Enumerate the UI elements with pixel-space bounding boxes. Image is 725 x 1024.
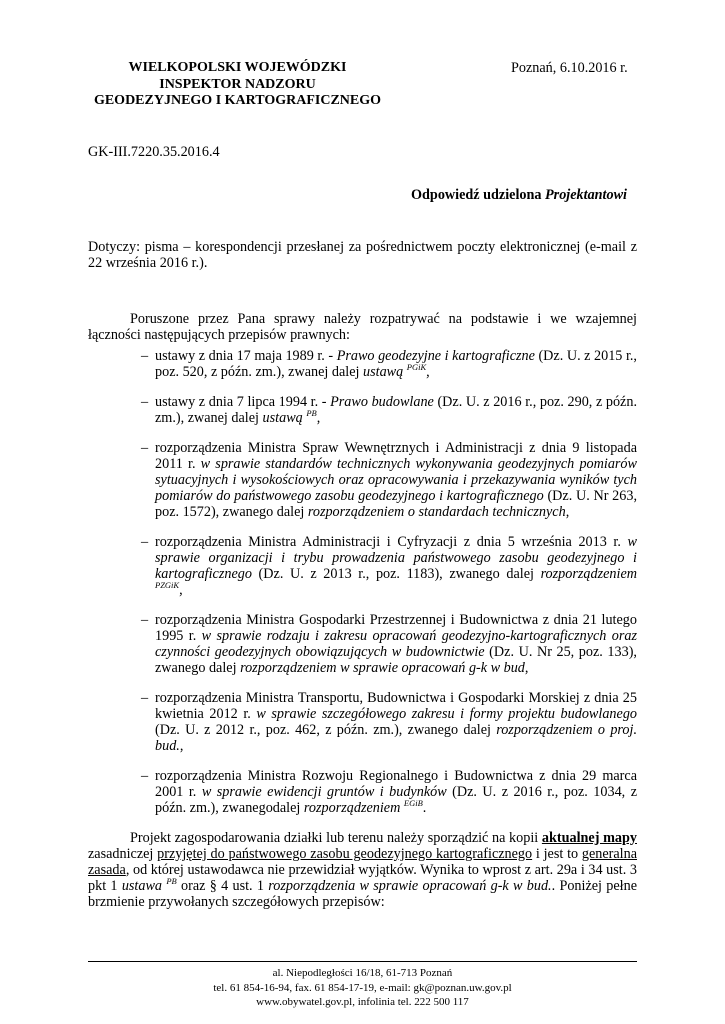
regulation-item [88, 612, 637, 676]
authority-line: WIELKOPOLSKI WOJEWÓDZKI [128, 60, 347, 75]
text-run: , [179, 738, 184, 754]
abbrev-superscript: PGiK [406, 362, 427, 372]
intro-paragraph: Poruszone przez Pana sprawy należy rozpatrywać na podstawie i we wzajemnej łączności następujących przepisów prawnych: [88, 311, 637, 343]
text-run: rozporządzenia Ministra Administracji i Cyfryzacji z dnia 5 września 2013 r. [155, 534, 628, 550]
text-run: oraz § 4 ust. 1 [176, 878, 269, 894]
answer-recipient [411, 187, 627, 203]
italic-text: rozporządzeniem o standardach technicznych [307, 504, 566, 520]
italic-text: ustawa [121, 878, 163, 894]
text-run: rozporządzenia Ministra Rozwoju Regionalnego i Budownictwa z dnia 29 marca 2001 r. [155, 768, 637, 800]
abbrev-superscript: PZGiK [155, 580, 180, 590]
text-run: (Dz. U. z 2013 r., poz. 1183), zwanego dalej [251, 566, 541, 582]
text-run: . [422, 800, 427, 816]
list-dash: – [141, 612, 149, 628]
italic-text: rozporządzenia w sprawie opracowań g-k w bud. [268, 878, 552, 894]
regulation-item [88, 768, 637, 816]
italic-text: w sprawie standardów technicznych wykonywania geodezyjnych pomiarów sytuacyjnych i wysokościowych oraz opracowywania i przekazywania wyników tych pomiarów do państwowego zasobu geodezyjnego i kartograficznego [155, 456, 637, 504]
regulation-item [88, 534, 637, 598]
list-dash: – [141, 440, 149, 456]
underlined-text: przyjętej do państwowego zasobu geodezyjnego kartograficznego [157, 846, 533, 862]
footer-divider [88, 961, 637, 962]
text-run: (Dz. U. Nr 25, poz. 133), zwanego dalej [155, 644, 637, 676]
italic-text: ustawą [363, 364, 404, 380]
underlined-text: generalna zasada [88, 846, 638, 878]
italic-text: rozporządzeniem w sprawie opracowań g-k w bud [240, 660, 525, 676]
list-dash: – [141, 394, 149, 410]
text-run: Projekt zagospodarowania działki lub terenu należy sporządzić na kopii [130, 830, 542, 846]
italic-text: rozporządzeniem o proj. bud. [155, 722, 637, 754]
text-run: , [316, 410, 321, 426]
italic-text: w sprawie szczegółowego zakresu i formy projektu budowlanego [256, 706, 638, 722]
italic-text: w sprawie organizacji i trybu prowadzenia państwowego zasobu geodezyjnego i kartograficznego [155, 534, 637, 582]
text-run: (Dz. U. z 2016 r., poz. 1034, z późn. zm.), zwanegodalej [155, 784, 637, 816]
text-run: , od której ustawodawca nie przewidział wyjątków. Wynika to wprost z art. 29a i 34 ust. 3 pkt 1 [88, 862, 637, 894]
regulation-item [88, 440, 637, 520]
answer-recipient-name: Projektantowi [545, 187, 627, 203]
footer-address: al. Niepodległości 16/18, 61-713 Poznań [272, 967, 453, 979]
italic-text: w sprawie rodzaju i zakresu opracowań geodezyjno-kartograficznych oraz czynności geodezyjnych obowiązujących w budownictwie [155, 628, 637, 660]
italic-text: Prawo budowlane [330, 394, 434, 410]
authority-line: GEODEZYJNEGO I KARTOGRAFICZNEGO [93, 93, 382, 108]
text-run: (Dz. U. z 2012 r., poz. 462, z późn. zm.), zwanego dalej [155, 722, 497, 738]
abbrev-superscript: EGiB [403, 798, 423, 808]
abbrev-superscript: PB [166, 876, 177, 886]
list-dash: – [141, 534, 149, 550]
list-dash: – [141, 768, 149, 784]
case-reference: GK-III.7220.35.2016.4 [88, 144, 220, 160]
text-run: ustawy z dnia 17 maja 1989 r. - [155, 348, 337, 364]
text-run: , [426, 364, 430, 380]
authority-line: INSPEKTOR NADZORU [159, 76, 316, 92]
text-run: (Dz. U. Nr 263, poz. 1572), zwanego dalej [155, 488, 637, 520]
italic-text: w sprawie ewidencji gruntów i budynków [201, 784, 447, 800]
italic-text: rozporządzeniem [303, 800, 401, 816]
subject-line: Dotyczy: pisma – korespondencji przesłanej za pośrednictwem poczty elektronicznej (e-mail z 22 września 2016 r.). [88, 239, 637, 271]
list-dash: – [141, 348, 149, 364]
list-dash: – [141, 690, 149, 706]
letter-date: Poznań, 6.10.2016 r. [511, 60, 628, 76]
footer-links: www.obywatel.gov.pl, infolinia tel. 222 500 117 [256, 996, 469, 1008]
text-run: (Dz. U. z 2016 r., poz. 290, z późn. zm.), zwanej dalej [155, 394, 637, 426]
regulation-item [88, 394, 637, 426]
text-run: i jest to [532, 846, 582, 862]
footer-contact: tel. 61 854-16-94, fax. 61 854-17-19, e-mail: gk@poznan.uw.gov.pl [213, 981, 512, 994]
text-run: rozporządzenia Ministra Gospodarki Przestrzennej i Budownictwa z dnia 21 lutego 1995 r. [155, 612, 637, 644]
italic-text: rozporządzeniem [540, 566, 637, 582]
emphasis-text: aktualnej mapy [541, 830, 637, 846]
text-run: , [179, 582, 183, 598]
regulations-list [88, 348, 637, 816]
text-run: , [565, 504, 570, 520]
text-run: rozporządzenia Ministra Spraw Wewnętrznych i Administracji z dnia 9 listopada 2011 r. [155, 440, 637, 472]
text-run: . Poniżej pełne brzmienie przywołanych szczegółowych przepisów: [88, 878, 638, 910]
italic-text: ustawą [262, 410, 303, 426]
text-run: rozporządzenia Ministra Transportu, Budownictwa i Gospodarki Morskiej z dnia 25 kwietnia 2012 r. [155, 690, 637, 722]
text-run: zasadniczej [88, 846, 158, 862]
italic-text: Prawo geodezyjne i kartograficzne [336, 348, 535, 364]
footer [88, 966, 637, 1010]
text-run: , [524, 660, 529, 676]
text-run: (Dz. U. z 2015 r., poz. 520, z późn. zm.), zwanej dalej [155, 348, 637, 380]
letter-body [88, 239, 637, 910]
answer-prefix: Odpowiedź udzielona [411, 187, 546, 203]
issuing-authority [60, 60, 415, 110]
text-run: ustawy z dnia 7 lipca 1994 r. - [155, 394, 331, 410]
regulation-item [88, 348, 637, 380]
abbrev-superscript: PB [306, 408, 317, 418]
regulation-item [88, 690, 637, 754]
body-paragraph [88, 830, 637, 910]
